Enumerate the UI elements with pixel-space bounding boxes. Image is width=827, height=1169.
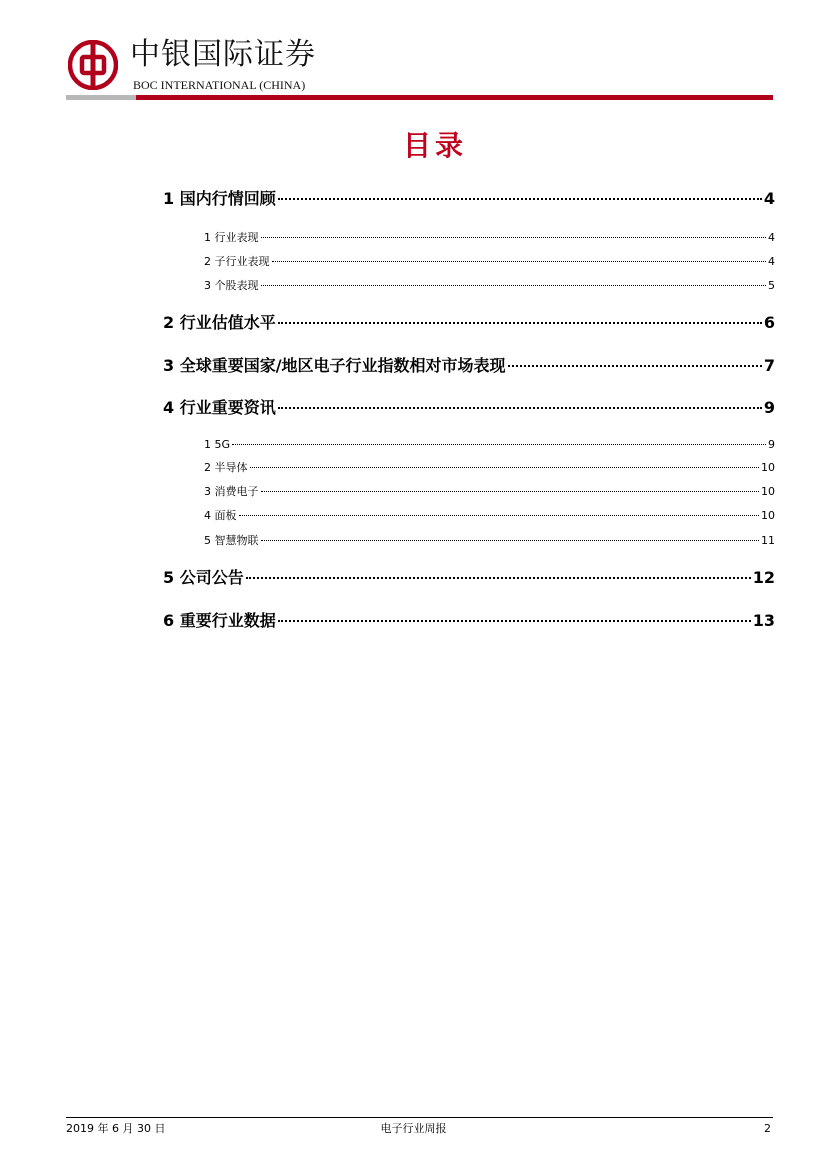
dot-leader [232,444,766,445]
toc-entry[interactable] [163,189,775,209]
footer-date: 2019 年 6 月 30 日 [66,1122,166,1135]
toc-entry-page: 13 [752,611,775,630]
dot-leader [261,540,760,541]
toc-entry-label: 5 公司公告 [163,568,244,587]
brand-name-en: BOC INTERNATIONAL (CHINA) [133,78,306,92]
toc-entry-label: 3 消费电子 [204,485,259,498]
toc-entry[interactable] [163,485,775,499]
toc-entry[interactable] [163,313,775,333]
toc-entry-label: 4 行业重要资讯 [163,398,276,417]
toc-entry[interactable] [163,398,775,418]
toc-entry-label: 1 国内行情回顾 [163,189,276,208]
toc-entry-page: 10 [761,509,775,522]
dot-leader [250,467,760,468]
toc-entry[interactable] [163,356,775,376]
toc-entry-page: 12 [752,568,775,587]
toc-entry-label: 3 全球重要国家/地区电子行业指数相对市场表现 [163,356,506,375]
dot-leader [261,237,767,238]
toc-entry-label: 4 面板 [204,509,237,522]
toc-entry-page: 4 [763,189,775,208]
toc-entry-page: 4 [768,231,775,244]
toc-entry-page: 10 [761,485,775,498]
toc-entry-page: 10 [761,461,775,474]
toc-entry-label: 2 子行业表现 [204,255,270,268]
toc-entry-page: 9 [768,438,775,451]
toc-entry-label: 3 个股表现 [204,279,259,292]
dot-leader [261,285,767,286]
toc-entry-page: 6 [763,313,775,332]
toc-entry-page: 7 [763,356,775,375]
dot-leader [278,620,751,622]
toc-entry-label: 1 5G [204,438,231,451]
toc-entry-label: 5 智慧物联 [204,534,259,547]
footer-divider [66,1117,773,1118]
dot-leader [239,515,760,516]
dot-leader [508,365,762,367]
toc-entry-page: 4 [768,255,775,268]
dot-leader [278,198,762,200]
toc-entry[interactable] [163,231,775,245]
toc-entry[interactable] [163,461,775,475]
toc-entry[interactable] [163,611,775,631]
toc-entry[interactable] [163,255,775,269]
toc-entry-page: 9 [763,398,775,417]
toc-entry-label: 6 重要行业数据 [163,611,276,630]
dot-leader [261,491,760,492]
page-title: 目录 [402,129,467,162]
toc-entry[interactable] [163,438,775,452]
toc-entry[interactable] [163,534,775,548]
dot-leader [278,407,762,409]
toc-entry-page: 5 [768,279,775,292]
toc-entry[interactable] [163,509,775,523]
toc-entry[interactable] [163,568,775,588]
dot-leader [272,261,767,262]
toc-entry-label: 2 半导体 [204,461,248,474]
dot-leader [278,322,762,324]
footer-report-name: 电子行业周报 [380,1122,447,1135]
toc-entry-label: 1 行业表现 [204,231,259,244]
toc-entry-label: 2 行业估值水平 [163,313,276,332]
toc-entry[interactable] [163,279,775,293]
brand-name-cn: 中银国际证券 [130,37,316,72]
boc-logo [68,40,118,90]
header-divider [66,95,773,100]
toc-entry-page: 11 [761,534,775,547]
footer-page-number: 2 [764,1122,771,1135]
dot-leader [246,577,751,579]
